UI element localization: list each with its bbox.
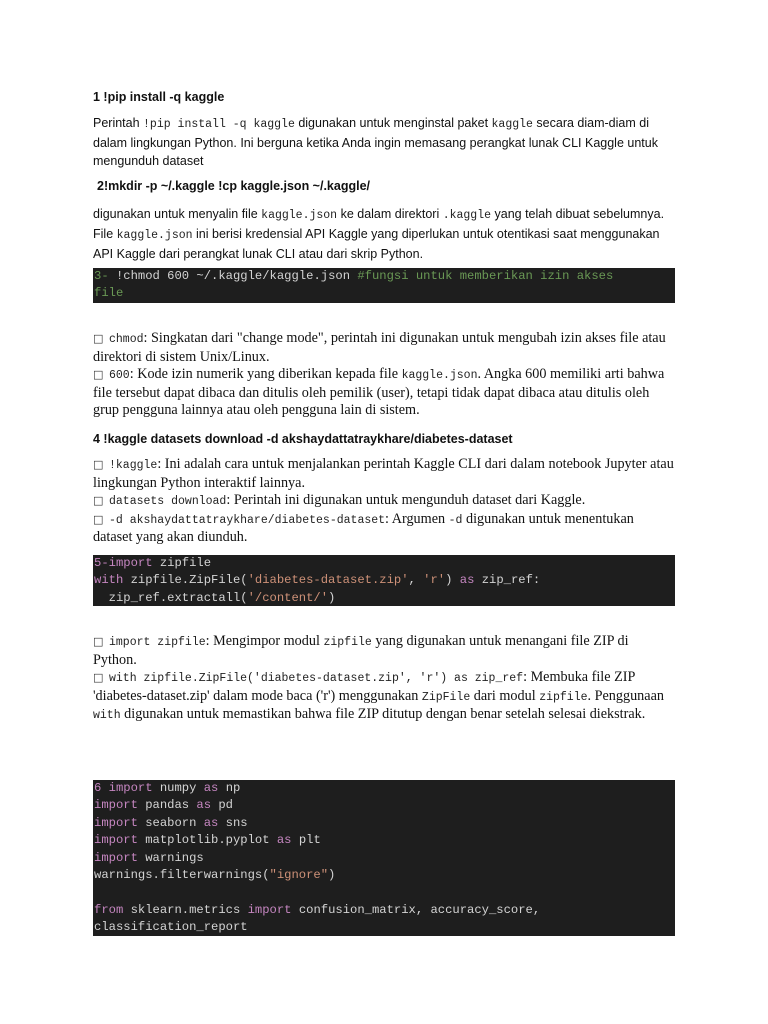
checkbox-bullet-icon: □ [93,332,104,345]
checkbox-bullet-icon: □ [93,368,104,381]
list-item: □ with zipfile.ZipFile('diabetes-dataset.zip', 'r') as zip_ref: Membuka file ZIP 'diabetes-dataset.zip' dalam mode baca ('r') menggunakan ZipFile dari modul zipfile. Penggunaan with digunakan untuk memastikan bahwa file ZIP ditutup dengan benar setelah selesai diekstrak. [93,669,664,722]
bullet-list-chmod [93,330,675,420]
checkbox-bullet-icon: □ [93,494,104,507]
code-line: warnings.filterwarnings("ignore") [94,868,336,883]
list-item: □ -d akshaydattatraykhare/diabetes-dataset: Argumen -d digunakan untuk menentukan dataset yang akan diunduh. [93,510,634,545]
code-line: with zipfile.ZipFile('diabetes-dataset.zip', 'r') as zip_ref: [94,573,541,588]
checkbox-bullet-icon: □ [93,671,104,684]
inline-code: kaggle.json [116,229,193,242]
code-line: 5-import zipfile [94,556,212,570]
code-line: import pandas as pd [94,798,233,813]
code-line: file [94,286,124,301]
heading-pip-install: 1 !pip install -q kaggle [93,90,225,104]
code-line: classification_report [94,920,248,935]
heading-mkdir: 2!mkdir -p ~/.kaggle !cp kaggle.json ~/.kaggle/ [97,179,370,193]
code-block-chmod [93,268,675,303]
code-line: 6 import numpy as np [94,781,241,795]
code-block-zipfile [93,555,675,606]
code-block-imports [93,780,675,936]
heading-kaggle-download: 4 !kaggle datasets download -d akshaydattatraykhare/diabetes-dataset [93,432,513,446]
list-item: □ import zipfile: Mengimpor modul zipfile yang digunakan untuk menangani file ZIP di Python. [93,633,629,668]
paragraph-mkdir: digunakan untuk menyalin file kaggle.json ke dalam direktori .kaggle yang telah dibuat sebelumnya. File kaggle.json ini berisi kredensial API Kaggle yang diperlukan untuk otentikasi saat menggunakan API Kaggle dari perangkat lunak CLI atau dari skrip Python. [93,207,665,261]
code-line: from sklearn.metrics import confusion_matrix, accuracy_score, [94,902,541,917]
list-item: □ !kaggle: Ini adalah cara untuk menjalankan perintah Kaggle CLI dari dalam notebook Jupyter atau lingkungan Python interaktif lainnya. [93,456,674,491]
list-item: □ datasets download: Perintah ini digunakan untuk mengunduh dataset dari Kaggle. [93,492,586,508]
code-line: 3- !chmod 600 ~/.kaggle/kaggle.json #fungsi untuk memberikan izin akses [94,269,614,283]
code-line-empty [94,884,673,901]
inline-code: .kaggle [442,209,492,222]
code-line: import seaborn as sns [94,815,248,830]
code-line: zip_ref.extractall('/content/') [94,590,336,605]
inline-code: !pip install -q kaggle [143,118,295,131]
checkbox-bullet-icon: □ [93,635,104,648]
inline-code: kaggle.json [261,209,338,222]
checkbox-bullet-icon: □ [93,458,104,471]
bullet-list-zipfile [93,633,675,725]
code-line: import warnings [94,850,204,865]
bullet-list-kaggle [93,456,675,547]
list-item: □ 600: Kode izin numerik yang diberikan kepada file kaggle.json. Angka 600 memiliki arti bahwa file tersebut dapat dibaca dan ditulis oleh pemilik (user), tetapi tidak dapat dibaca atau ditulis oleh grup pengguna lainnya atau oleh pengguna lain di sistem. [93,366,665,418]
code-line: import matplotlib.pyplot as plt [94,833,321,848]
list-item: □ chmod: Singkatan dari "change mode", perintah ini digunakan untuk mengubah izin akses file atau direktori di sistem Unix/Linux. [93,330,666,365]
checkbox-bullet-icon: □ [93,512,104,526]
inline-code: kaggle [491,118,533,131]
paragraph-pip-install: Perintah !pip install -q kaggle digunakan untuk menginstal paket kaggle secara diam-diam di dalam lingkungan Python. Ini berguna ketika Anda ingin memasang perangkat lunak CLI Kaggle untuk mengunduh dataset [93,116,658,168]
